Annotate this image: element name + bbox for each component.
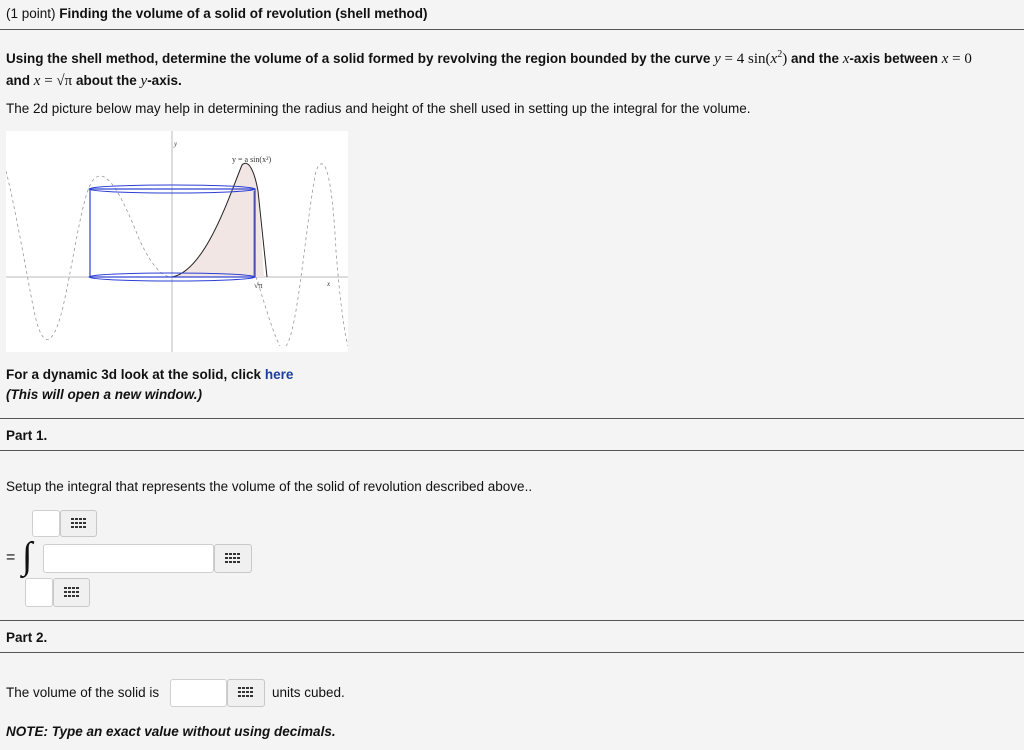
upper-limit-input[interactable]	[32, 510, 60, 537]
keypad-icon	[238, 687, 254, 699]
curve-label: y = a sin(x²)	[232, 155, 272, 164]
volume-input[interactable]	[170, 679, 227, 707]
here-link[interactable]: here	[264, 367, 294, 382]
upper-limit-keypad-button[interactable]	[60, 510, 97, 537]
integrand-input[interactable]	[43, 544, 214, 573]
lower-limit-input[interactable]	[25, 578, 53, 607]
x-label: x	[327, 280, 331, 288]
integrand-keypad-button[interactable]	[214, 544, 252, 573]
new-window-note: (This will open a new window.)	[6, 387, 203, 402]
exact-value-note: NOTE: Type an exact value without using decimals.	[6, 724, 336, 739]
points-label: (1 point)	[6, 6, 56, 21]
sqrt-pi-label: √π	[254, 281, 263, 290]
part2-prompt: The volume of the solid is	[6, 685, 160, 700]
curve-equation: y = 4 $\sin(x^2)$	[714, 49, 788, 67]
shaded-region	[172, 163, 264, 277]
header-divider	[0, 29, 1024, 30]
y-label: y	[174, 140, 178, 148]
equals-sign: =	[6, 549, 16, 566]
keypad-icon	[64, 587, 80, 599]
problem-header	[6, 6, 428, 21]
integral-sign: ∫	[22, 535, 33, 577]
lower-bound: x = 0	[941, 51, 972, 67]
volume-keypad-button[interactable]	[227, 679, 265, 707]
dynamic-3d-line: For a dynamic 3d look at the solid, click here	[6, 367, 294, 382]
lower-limit-keypad-button[interactable]	[53, 578, 90, 607]
upper-bound: x = √π	[33, 73, 73, 89]
problem-intro: Using the shell method, determine the volume of a solid formed by revolving the region bounded by the curve	[6, 51, 711, 66]
part1-top-divider	[0, 418, 1024, 419]
keypad-icon	[71, 518, 87, 530]
dashed-curve-right	[256, 164, 348, 346]
keypad-icon	[225, 553, 241, 565]
hint-text: The 2d picture below may help in determining the radius and height of the shell used in setting up the integral for the volume.	[6, 101, 751, 116]
problem-title: Finding the volume of a solid of revolution (shell method)	[59, 6, 428, 21]
units-label: units cubed.	[272, 685, 345, 700]
shell-diagram	[6, 131, 348, 352]
part2-top-divider	[0, 620, 1024, 621]
part1-label: Part 1.	[6, 428, 48, 443]
part2-label: Part 2.	[6, 630, 48, 645]
problem-statement: Using the shell method, determine the volume of a solid formed by revolving the region bounded by the curve y = 4 $\sin(x^2)$ and the x-axis between x = 0 and x = √π about the y-axis.	[6, 49, 972, 89]
shell-figure	[6, 131, 348, 352]
part1-prompt: Setup the integral that represents the volume of the solid of revolution described above..	[6, 479, 533, 494]
part2-bottom-divider	[0, 652, 1024, 653]
part1-bottom-divider	[0, 450, 1024, 451]
dashed-curve-left	[6, 171, 172, 340]
